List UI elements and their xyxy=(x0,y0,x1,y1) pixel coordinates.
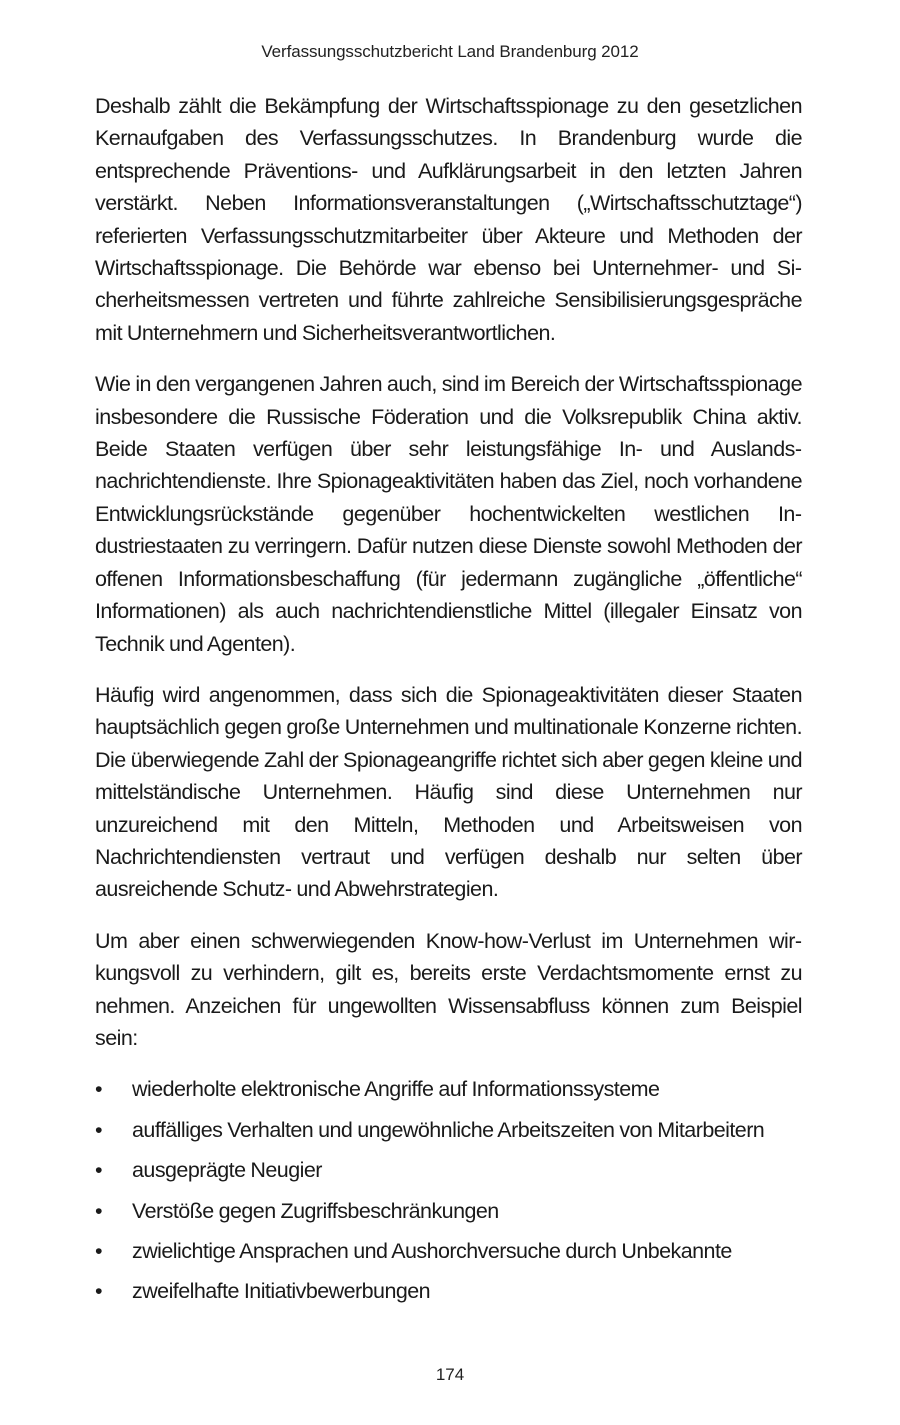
bullet-icon: • xyxy=(95,1279,102,1304)
list-item-text: zwielichtige Ansprachen und Aushorchversuche durch Unbekannte xyxy=(132,1239,732,1263)
indicator-list xyxy=(95,1073,802,1307)
list-item xyxy=(95,1195,802,1227)
list-item-text: Verstöße gegen Zugriffsbeschränkungen xyxy=(132,1198,499,1223)
bullet-icon: • xyxy=(95,1158,102,1183)
list-item xyxy=(95,1275,802,1307)
bullet-icon: • xyxy=(95,1198,102,1223)
running-header: Verfassungsschutzbericht Land Brandenburg 2012 xyxy=(261,42,639,61)
paragraph: Wie in den vergangenen Jahren auch, sind im Bereich der Wirtschaftsspionage insbesondere die Russische Föderation und die Volksrepublik China aktiv. Beide Staaten verfügen über sehr leistungsfähige In- und Auslandsnachrichtendienste. Ihre Spionageaktivitäten haben das Ziel, noch vorhandene Entwicklungsrückstände gegenüber hochentwickelten westlichen Industriestaaten zu verringern. Dafür nutzen diese Dienste sowohl Methoden der offenen Informationsbeschaffung (für jedermann zugängliche „öffentliche“ Informationen) als auch nachrichtendienstliche Mittel (illegaler Einsatz von Technik und Agenten). xyxy=(95,372,802,656)
bullet-icon: • xyxy=(95,1239,102,1263)
list-item xyxy=(95,1073,802,1105)
paragraph: Deshalb zählt die Bekämpfung der Wirtschaftsspionage zu den gesetzlichen Kernaufgaben des Verfassungsschutzes. In Brandenburg wurde die entsprechende Präventions- und Aufklärungsarbeit in den letzten Jahren verstärkt. Neben Informationsveranstaltungen („Wirtschaftsschutztage“) referierten Verfassungsschutzmitarbeiter über Akteure und Methoden der Wirtschaftsspionage. Die Behörde war ebenso bei Unternehmer- und Sicherheitsmessen vertreten und führte zahlreiche Sensibilisierungsgespräche mit Unternehmern und Sicherheitsverantwortlichen. xyxy=(95,94,802,345)
list-item-text: ausgeprägte Neugier xyxy=(132,1158,322,1183)
list-item xyxy=(95,1114,802,1146)
list-item-text: wiederholte elektronische Angriffe auf Informationssysteme xyxy=(132,1077,660,1102)
bullet-icon: • xyxy=(95,1117,102,1142)
list-item xyxy=(95,1235,802,1267)
list-item-text: zweifelhafte Initiativbewerbungen xyxy=(132,1279,431,1304)
paragraph: Häufig wird angenommen, dass sich die Spionageaktivitäten dieser Staaten hauptsächlich gegen große Unternehmen und multinationale Konzerne richten. Die überwiegende Zahl der Spionageangriffe richtet sich aber gegen kleine und mittelständische Unternehmen. Häufig sind diese Unternehmen nur unzureichend mit den Mitteln, Methoden und Arbeitsweisen von Nachrichtendiensten vertraut und verfügen deshalb nur selten über ausreichende Schutz- und Abwehrstrategien. xyxy=(95,682,802,902)
paragraph: Um aber einen schwerwiegenden Know-how-Verlust im Unternehmen wirkungsvoll zu verhindern, gilt es, bereits erste Verdachtsmomente ernst zu nehmen. Anzeichen für ungewollten Wissensabfluss können zum Beispiel sein: xyxy=(95,928,802,1050)
page-body xyxy=(95,90,802,1316)
list-item-text: auffälliges Verhalten und ungewöhnliche Arbeitszeiten von Mitarbeitern xyxy=(132,1117,765,1142)
bullet-icon: • xyxy=(95,1077,102,1102)
list-item xyxy=(95,1154,802,1186)
page-number: 174 xyxy=(435,1365,465,1384)
